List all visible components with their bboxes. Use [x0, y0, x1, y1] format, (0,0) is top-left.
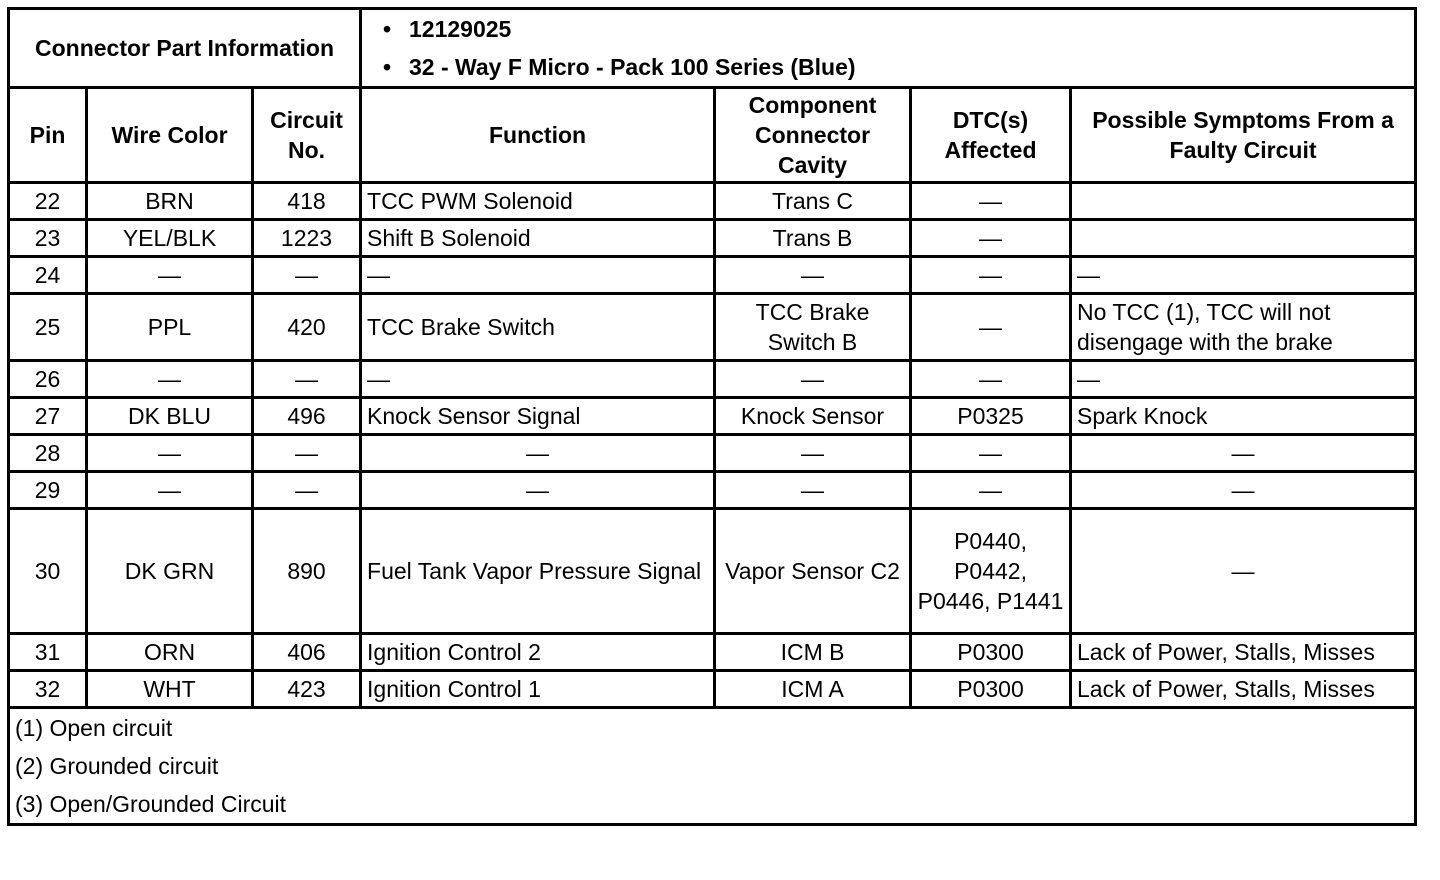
- cell-pin: 32: [9, 671, 87, 708]
- cell-cavity: —: [715, 472, 911, 509]
- cell-function: Knock Sensor Signal: [361, 398, 715, 435]
- cell-dtc: —: [911, 257, 1071, 294]
- cell-cavity: Knock Sensor: [715, 398, 911, 435]
- note-open-grounded-circuit: (3) Open/Grounded Circuit: [15, 791, 287, 817]
- cell-dtc: —: [911, 435, 1071, 472]
- cell-pin: 25: [9, 294, 87, 361]
- header-pin: Pin: [9, 88, 87, 183]
- cell-dtc: P0325: [911, 398, 1071, 435]
- cell-pin: 22: [9, 183, 87, 220]
- cell-cavity: —: [715, 435, 911, 472]
- cell-function: Shift B Solenoid: [361, 220, 715, 257]
- cell-pin: 30: [9, 509, 87, 634]
- header-function: Function: [361, 88, 715, 183]
- cell-cavity: Trans B: [715, 220, 911, 257]
- note-grounded-circuit: (2) Grounded circuit: [15, 753, 219, 779]
- cell-cavity: ICM A: [715, 671, 911, 708]
- cell-cavity: ICM B: [715, 634, 911, 671]
- cell-symptoms: —: [1071, 435, 1416, 472]
- cell-symptoms: —: [1071, 509, 1416, 634]
- cell-symptoms: —: [1071, 361, 1416, 398]
- cell-pin: 28: [9, 435, 87, 472]
- header-symptoms: Possible Symptoms From a Faulty Circuit: [1071, 88, 1416, 183]
- header-component-cavity: Component Connector Cavity: [715, 88, 911, 183]
- cell-symptoms: Spark Knock: [1071, 398, 1416, 435]
- column-header-row: [9, 88, 1416, 183]
- cell-function: —: [361, 435, 715, 472]
- connector-table: [7, 7, 1417, 826]
- cell-pin: 24: [9, 257, 87, 294]
- cell-cavity: Vapor Sensor C2: [715, 509, 911, 634]
- cell-circuit: 406: [253, 634, 361, 671]
- cell-circuit: —: [253, 472, 361, 509]
- table-row: [9, 509, 1416, 634]
- cell-wire-color: DK GRN: [87, 509, 253, 634]
- cell-function: Fuel Tank Vapor Pressure Signal: [361, 509, 715, 634]
- cell-function: —: [361, 361, 715, 398]
- cell-circuit: 1223: [253, 220, 361, 257]
- cell-wire-color: —: [87, 435, 253, 472]
- cell-symptoms: —: [1071, 472, 1416, 509]
- cell-wire-color: WHT: [87, 671, 253, 708]
- cell-cavity: Trans C: [715, 183, 911, 220]
- cell-function: —: [361, 472, 715, 509]
- cell-pin: 26: [9, 361, 87, 398]
- header-circuit-no: Circuit No.: [253, 88, 361, 183]
- cell-cavity: —: [715, 257, 911, 294]
- table-row: [9, 671, 1416, 708]
- notes-cell: [9, 708, 1416, 825]
- table-row: [9, 220, 1416, 257]
- cell-dtc: P0300: [911, 634, 1071, 671]
- cell-dtc: P0300: [911, 671, 1071, 708]
- cell-symptoms: Lack of Power, Stalls, Misses: [1071, 671, 1416, 708]
- table-row: [9, 294, 1416, 361]
- cell-wire-color: DK BLU: [87, 398, 253, 435]
- cell-dtc: P0440, P0442, P0446, P1441: [911, 509, 1071, 634]
- cell-symptoms: No TCC (1), TCC will not disengage with the brake: [1071, 294, 1416, 361]
- cell-symptoms: Lack of Power, Stalls, Misses: [1071, 634, 1416, 671]
- cell-wire-color: YEL/BLK: [87, 220, 253, 257]
- cell-function: TCC Brake Switch: [361, 294, 715, 361]
- cell-pin: 29: [9, 472, 87, 509]
- cell-wire-color: ORN: [87, 634, 253, 671]
- table-row: [9, 398, 1416, 435]
- table-row: [9, 472, 1416, 509]
- cell-function: TCC PWM Solenoid: [361, 183, 715, 220]
- cell-cavity: —: [715, 361, 911, 398]
- cell-symptoms: [1071, 220, 1416, 257]
- cell-cavity: TCC Brake Switch B: [715, 294, 911, 361]
- header-wire-color: Wire Color: [87, 88, 253, 183]
- cell-circuit: 423: [253, 671, 361, 708]
- notes-row: [9, 708, 1416, 825]
- cell-dtc: —: [911, 472, 1071, 509]
- cell-symptoms: [1071, 183, 1416, 220]
- connector-info-title: Connector Part Information: [9, 9, 361, 88]
- cell-circuit: 420: [253, 294, 361, 361]
- cell-pin: 23: [9, 220, 87, 257]
- connector-part-number: • 12129025: [409, 10, 1409, 48]
- cell-pin: 31: [9, 634, 87, 671]
- cell-wire-color: —: [87, 472, 253, 509]
- cell-circuit: 496: [253, 398, 361, 435]
- cell-dtc: —: [911, 183, 1071, 220]
- note-open-circuit: (1) Open circuit: [15, 715, 173, 741]
- cell-symptoms: —: [1071, 257, 1416, 294]
- table-row: [9, 257, 1416, 294]
- connector-info-values: [361, 9, 1416, 88]
- cell-function: Ignition Control 1: [361, 671, 715, 708]
- cell-wire-color: —: [87, 361, 253, 398]
- cell-dtc: —: [911, 294, 1071, 361]
- cell-dtc: —: [911, 220, 1071, 257]
- cell-function: —: [361, 257, 715, 294]
- cell-circuit: 890: [253, 509, 361, 634]
- connector-description: • 32 - Way F Micro - Pack 100 Series (Blue): [409, 48, 1409, 86]
- cell-circuit: 418: [253, 183, 361, 220]
- cell-dtc: —: [911, 361, 1071, 398]
- cell-circuit: —: [253, 361, 361, 398]
- cell-circuit: —: [253, 257, 361, 294]
- cell-wire-color: PPL: [87, 294, 253, 361]
- table-row: [9, 361, 1416, 398]
- cell-function: Ignition Control 2: [361, 634, 715, 671]
- cell-pin: 27: [9, 398, 87, 435]
- cell-wire-color: —: [87, 257, 253, 294]
- connector-info-row: [9, 9, 1416, 88]
- table-row: [9, 634, 1416, 671]
- table-row: [9, 435, 1416, 472]
- table-row: [9, 183, 1416, 220]
- cell-wire-color: BRN: [87, 183, 253, 220]
- cell-circuit: —: [253, 435, 361, 472]
- header-dtc: DTC(s) Affected: [911, 88, 1071, 183]
